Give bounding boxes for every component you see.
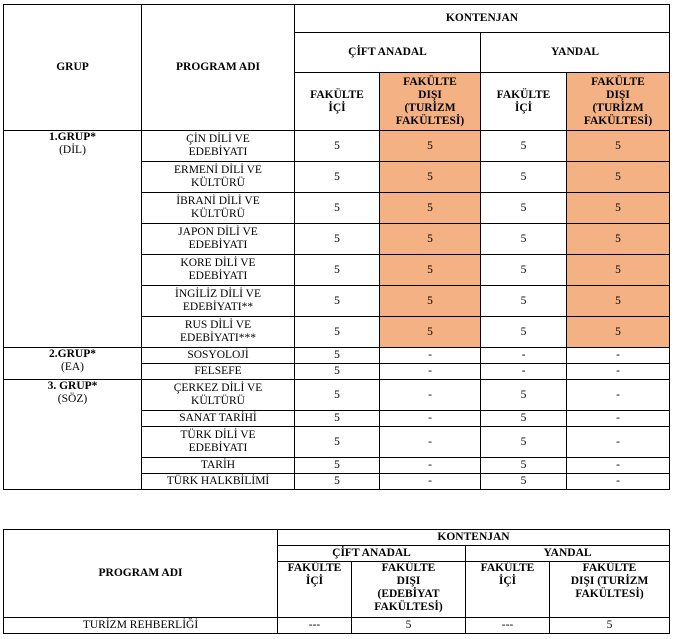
quota-cell: 5	[567, 131, 670, 162]
quota-cell: ---	[466, 618, 550, 634]
quota-cell: 5	[380, 317, 481, 348]
quota-cell: -	[567, 474, 670, 490]
program-name: SOSYOLOJİ	[142, 348, 295, 364]
program-name: FELSEFE	[142, 364, 295, 380]
quota-cell: 5	[295, 162, 380, 193]
quota-cell: 5	[295, 224, 380, 255]
header-grup: GRUP	[4, 5, 142, 131]
quota-cell: 5	[295, 411, 380, 427]
header2-yandal-fakulte-disi: FAKÜLTE DIŞI (TURİZM FAKÜLTESİ)	[550, 562, 670, 618]
quota-cell: 5	[295, 364, 380, 380]
quota-cell: 5	[295, 380, 380, 411]
quota-cell: -	[481, 364, 567, 380]
quota-cell: 5	[380, 255, 481, 286]
quota-cell: 5	[481, 317, 567, 348]
quota-cell: 5	[481, 286, 567, 317]
program-name: ÇİN DİLİ VE EDEBİYATI	[142, 131, 295, 162]
quota-cell: 5	[567, 255, 670, 286]
quota-cell: 5	[380, 162, 481, 193]
header-program-adi-2: PROGRAM ADI	[4, 530, 278, 618]
quota-cell: -	[380, 427, 481, 458]
quota-cell: 5	[295, 458, 380, 474]
quota-table-tourism	[3, 529, 670, 634]
program-name: TÜRK HALKBİLİMİ	[142, 474, 295, 490]
program-name: TARİH	[142, 458, 295, 474]
table-row	[4, 131, 670, 162]
quota-cell: 5	[380, 286, 481, 317]
header-cift-anadal-2: ÇİFT ANADAL	[278, 546, 466, 562]
quota-cell: -	[567, 380, 670, 411]
program-name: KORE DİLİ VE EDEBİYATI	[142, 255, 295, 286]
quota-cell: -	[380, 474, 481, 490]
header-cift-fakulte-disi: FAKÜLTE DIŞI (TURİZM FAKÜLTESİ)	[380, 73, 481, 131]
program-name: JAPON DİLİ VE EDEBİYATI	[142, 224, 295, 255]
quota-cell: 5	[295, 286, 380, 317]
header-program-adi: PROGRAM ADI	[142, 5, 295, 131]
quota-cell: -	[567, 364, 670, 380]
quota-cell: -	[567, 411, 670, 427]
program-name: TÜRK DİLİ VE EDEBİYATI	[142, 427, 295, 458]
program-name: SANAT TARİHİ	[142, 411, 295, 427]
quota-cell: 5	[567, 162, 670, 193]
quota-cell: -	[567, 458, 670, 474]
header2-yandal-fakulte-ici: FAKÜLTE İÇİ	[466, 562, 550, 618]
table-row	[4, 348, 670, 364]
header-yandal-2: YANDAL	[466, 546, 670, 562]
header-yandal: YANDAL	[481, 33, 670, 73]
group-cell-3: 3. GRUP* (SÖZ)	[4, 380, 142, 490]
table-row	[4, 618, 670, 634]
quota-cell: 5	[295, 348, 380, 364]
quota-cell: 5	[481, 255, 567, 286]
program-name: İNGİLİZ DİLİ VE EDEBİYATI**	[142, 286, 295, 317]
quota-cell: 5	[481, 474, 567, 490]
quota-cell: -	[380, 458, 481, 474]
quota-cell: -	[380, 411, 481, 427]
quota-cell: ---	[278, 618, 352, 634]
header-kontenjan: KONTENJAN	[295, 5, 670, 33]
program-name: ÇERKEZ DİLİ VE KÜLTÜRÜ	[142, 380, 295, 411]
quota-cell: -	[481, 348, 567, 364]
group-cell-2: 2.GRUP* (EA)	[4, 348, 142, 380]
quota-cell: 5	[481, 427, 567, 458]
quota-cell: 5	[380, 224, 481, 255]
quota-cell: 5	[295, 255, 380, 286]
header2-cift-fakulte-disi: FAKÜLTE DIŞI (EDEBİYAT FAKÜLTESİ)	[352, 562, 466, 618]
quota-cell: -	[380, 380, 481, 411]
quota-cell: 5	[567, 224, 670, 255]
quota-cell: 5	[481, 193, 567, 224]
quota-cell: -	[380, 348, 481, 364]
program-name: İBRANİ DİLİ VE KÜLTÜRÜ	[142, 193, 295, 224]
quota-cell: 5	[295, 131, 380, 162]
header-yandal-fakulte-disi: FAKÜLTE DIŞI (TURİZM FAKÜLTESİ)	[567, 73, 670, 131]
quota-cell: 5	[550, 618, 670, 634]
quota-cell: 5	[380, 131, 481, 162]
quota-cell: 5	[481, 162, 567, 193]
quota-cell: -	[567, 348, 670, 364]
program-name: TURİZM REHBERLİĞİ	[4, 618, 278, 634]
quota-cell: 5	[567, 286, 670, 317]
quota-cell: 5	[380, 193, 481, 224]
quota-cell: 5	[481, 411, 567, 427]
quota-table-main	[3, 4, 670, 490]
quota-cell: 5	[481, 380, 567, 411]
header-cift-fakulte-ici: FAKÜLTE İÇİ	[295, 73, 380, 131]
group-cell-1: 1.GRUP* (DİL)	[4, 131, 142, 348]
quota-cell: 5	[352, 618, 466, 634]
quota-cell: 5	[481, 224, 567, 255]
quota-cell: 5	[481, 458, 567, 474]
header-yandal-fakulte-ici: FAKÜLTE İÇİ	[481, 73, 567, 131]
header-cift-anadal: ÇİFT ANADAL	[295, 33, 481, 73]
header2-cift-fakulte-ici: FAKÜLTE İÇİ	[278, 562, 352, 618]
quota-cell: 5	[295, 193, 380, 224]
quota-cell: -	[380, 364, 481, 380]
table-row	[4, 380, 670, 411]
quota-cell: 5	[295, 427, 380, 458]
quota-cell: 5	[567, 193, 670, 224]
quota-cell: 5	[295, 317, 380, 348]
quota-cell: 5	[295, 474, 380, 490]
quota-cell: -	[567, 427, 670, 458]
quota-cell: 5	[481, 131, 567, 162]
quota-cell: 5	[567, 317, 670, 348]
program-name: ERMENİ DİLİ VE KÜLTÜRÜ	[142, 162, 295, 193]
header-kontenjan-2: KONTENJAN	[278, 530, 670, 546]
program-name: RUS DİLİ VE EDEBİYATI***	[142, 317, 295, 348]
